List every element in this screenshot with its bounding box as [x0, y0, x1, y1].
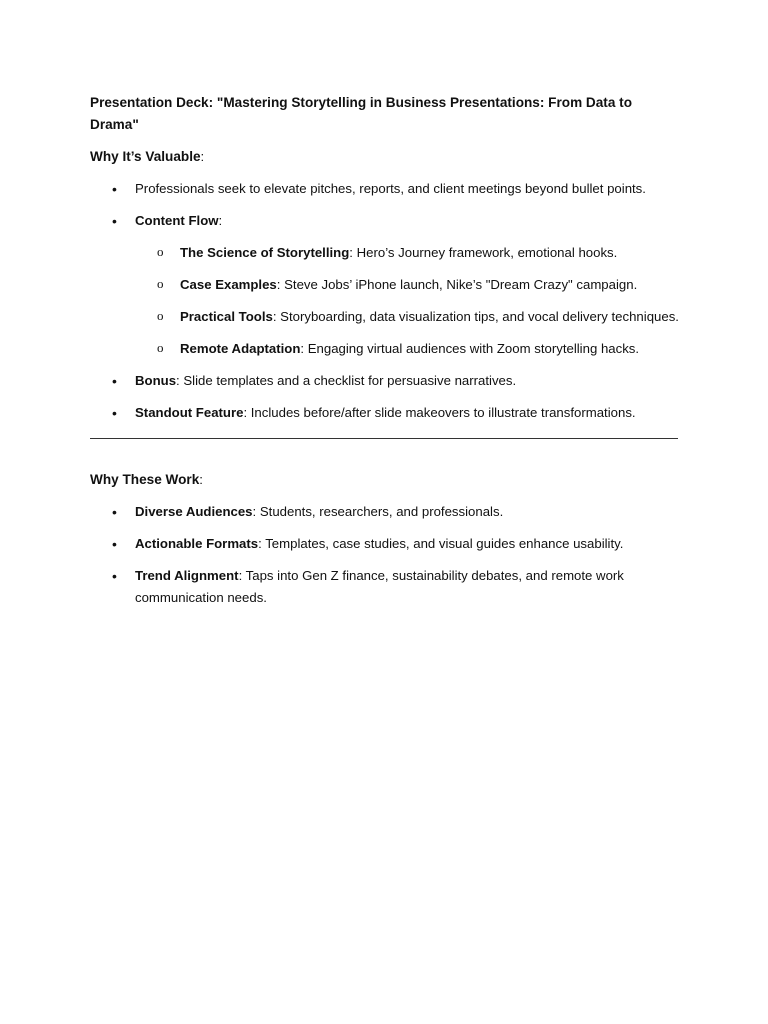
content-flow-sublist [90, 242, 680, 360]
list-item-label: Actionable Formats [135, 536, 259, 551]
bullet-icon: • [112, 536, 117, 552]
list-item-text: : Taps into Gen Z finance, sustainability debates, and remote work communication needs. [135, 568, 624, 605]
sublist-item [90, 242, 680, 264]
sublist-item-label: Remote Adaptation [180, 341, 301, 356]
sub-bullet-icon: o [157, 340, 164, 355]
sublist-item [90, 306, 680, 328]
horizontal-divider [90, 438, 678, 439]
bullet-icon: • [112, 405, 117, 421]
bullet-icon: • [112, 568, 117, 584]
list-item-label: Standout Feature [135, 405, 244, 420]
valuable-list [90, 178, 680, 424]
sublist-item-text: : Hero’s Journey framework, emotional hooks. [349, 245, 618, 260]
sublist-item-label: Case Examples [180, 277, 277, 292]
list-item-bonus [90, 370, 680, 392]
sublist-item-label: Practical Tools [180, 309, 273, 324]
list-item-text: : Includes before/after slide makeovers to illustrate transformations. [243, 405, 636, 420]
document-title: Presentation Deck: "Mastering Storytelling in Business Presentations: From Data to Drama" [90, 95, 633, 132]
sublist-item [90, 338, 680, 360]
section-heading-work [90, 469, 680, 491]
sublist-item-text: : Engaging virtual audiences with Zoom storytelling hacks. [300, 341, 640, 356]
list-item-label: Content Flow [135, 213, 219, 228]
sublist-item [90, 274, 680, 296]
section-heading-text: Why These Work [90, 472, 200, 487]
list-item [90, 565, 680, 609]
list-item [90, 533, 680, 555]
list-item-text: : Slide templates and a checklist for persuasive narratives. [176, 373, 517, 388]
bullet-icon: • [112, 213, 117, 229]
list-item-text: : Templates, case studies, and visual guides enhance usability. [258, 536, 624, 551]
bullet-icon: • [112, 504, 117, 520]
list-item-standout [90, 402, 680, 424]
bullet-icon: • [112, 373, 117, 389]
list-item-text: : Students, researchers, and professionals. [252, 504, 504, 519]
list-item-label: Diverse Audiences [135, 504, 253, 519]
list-item [90, 178, 680, 200]
sub-bullet-icon: o [157, 276, 164, 291]
heading-colon: : [200, 149, 205, 164]
heading-colon: : [199, 472, 203, 487]
list-item-text: Professionals seek to elevate pitches, reports, and client meetings beyond bullet points. [135, 181, 646, 196]
bullet-icon: • [112, 181, 117, 197]
list-item [90, 501, 680, 523]
work-list [90, 501, 680, 609]
list-item-label: Trend Alignment [135, 568, 239, 583]
list-item-colon: : [218, 213, 223, 228]
section-heading-text: Why It’s Valuable [90, 149, 201, 164]
list-item-content-flow [90, 210, 680, 360]
sub-bullet-icon: o [157, 308, 164, 323]
section-heading-valuable [90, 146, 680, 168]
sublist-item-label: The Science of Storytelling [180, 245, 350, 260]
list-item-label: Bonus [135, 373, 177, 388]
sublist-item-text: : Storyboarding, data visualization tips, and vocal delivery techniques. [272, 309, 679, 324]
sub-bullet-icon: o [157, 244, 164, 259]
document-body [90, 92, 680, 619]
sublist-item-text: : Steve Jobs’ iPhone launch, Nike’s "Dream Crazy" campaign. [276, 277, 638, 292]
